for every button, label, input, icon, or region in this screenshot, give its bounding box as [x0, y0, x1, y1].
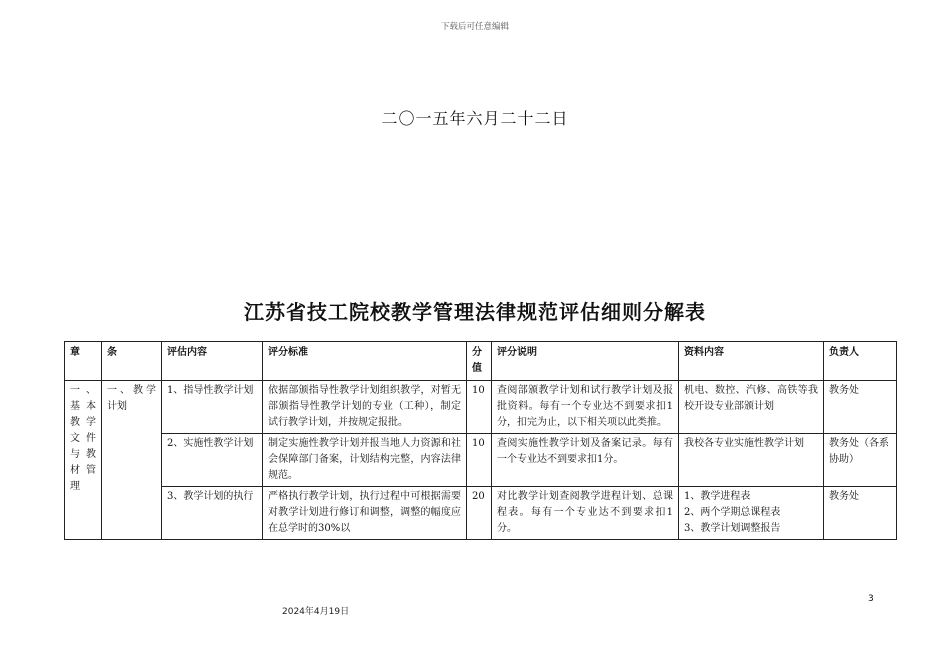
explain-cell: 查阅部颁教学计划和试行教学计划及报批资料。每有一个专业达不到要求扣1分，扣完为止，以下相关项以此类推。: [492, 381, 679, 434]
header-cell-score: 分值: [467, 342, 492, 381]
content-cell: 1、指导性教学计划: [162, 381, 263, 434]
standard-cell: [263, 487, 467, 540]
page-number: 3: [868, 594, 874, 604]
score-cell: 20: [467, 487, 492, 540]
header-note: 下载后可任意编辑: [440, 22, 509, 32]
header-cell-chapter: 章: [65, 342, 102, 381]
article-cell: 一、教学计划: [102, 381, 162, 540]
standard-cell: 依据部颁指导性教学计划组织教学，对暂无部颁指导性教学计划的专业（工种），制定试行教学计划，并按规定报批。: [263, 381, 467, 434]
explain-cell: 查阅实施性教学计划及备案记录。每有一个专业达不到要求扣1分。: [492, 434, 679, 487]
table-header-row: [65, 342, 897, 381]
header-cell-owner: 负责人: [824, 342, 897, 381]
standard-text: 严格执行教学计划，执行过程中可根据需要对教学计划进行修订和调整，调整的幅度应在总学时的30%以: [268, 491, 461, 534]
header-cell-content: 评估内容: [162, 342, 263, 381]
header-cell-article: 条: [102, 342, 162, 381]
owner-cell: 教务处: [824, 487, 897, 540]
header-cell-standard: 评分标准: [263, 342, 467, 381]
table-row: [65, 381, 897, 434]
score-cell: 10: [467, 434, 492, 487]
materials-cell: 1、教学进程表 2、两个学期总课程表 3、教学计划调整报告: [679, 487, 824, 540]
header-cell-explain: 评分说明: [492, 342, 679, 381]
table-row: [65, 434, 897, 487]
materials-cell: 机电、数控、汽修、高铁等我校开设专业部颁计划: [679, 381, 824, 434]
materials-cell: 我校各专业实施性教学计划: [679, 434, 824, 487]
owner-cell: 教务处: [824, 381, 897, 434]
content-cell: 2、实施性教学计划: [162, 434, 263, 487]
standard-cell: 制定实施性教学计划并报当地人力资源和社会保障部门备案，计划结构完整，内容法律规范。: [263, 434, 467, 487]
date-line: 二〇一五年六月二十二日: [381, 109, 569, 128]
document-title: 江苏省技工院校教学管理法律规范评估细则分解表: [244, 300, 706, 324]
footer-date: 2024年4月19日: [282, 607, 350, 617]
header-cell-materials: 资料内容: [679, 342, 824, 381]
table-row: [65, 487, 897, 540]
score-cell: 10: [467, 381, 492, 434]
evaluation-table: [64, 341, 897, 540]
owner-cell: 教务处（各系协助）: [824, 434, 897, 487]
chapter-cell: 一、基本教学文件与教材管理: [65, 381, 102, 540]
content-cell: 3、教学计划的执行: [162, 487, 263, 540]
explain-cell: 对比教学计划查阅教学进程计划、总课程表。每有一个专业达不到要求扣1分。: [492, 487, 679, 540]
